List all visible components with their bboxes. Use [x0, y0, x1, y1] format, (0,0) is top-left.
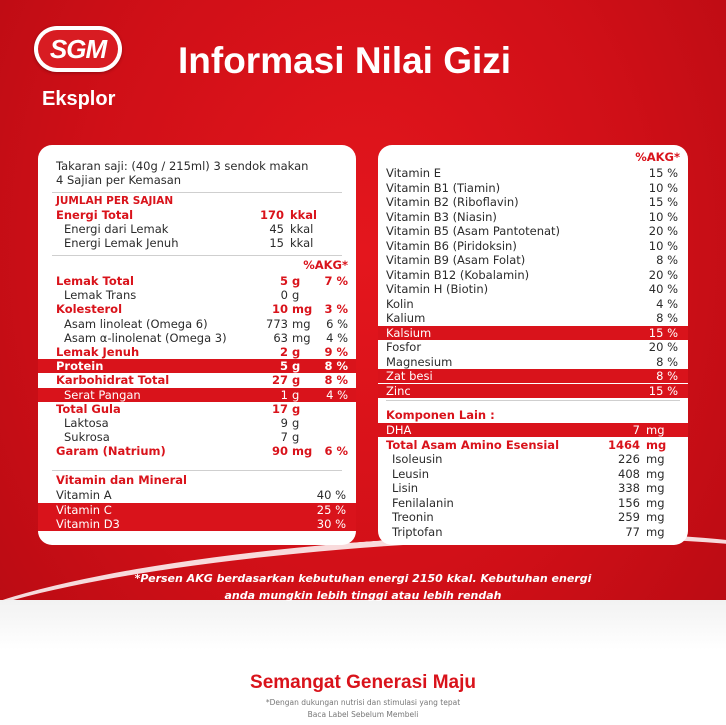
item-akg: 40 %: [648, 282, 678, 296]
vitmin-heading: Vitamin dan Mineral: [56, 473, 187, 487]
vitamin-row: [38, 488, 356, 502]
footnote-line-2: anda mungkin lebih tinggi atau lebih rendah: [224, 589, 502, 602]
nutrient-akg: 4 %: [326, 330, 348, 345]
tagline: Semangat Generasi Maju: [250, 672, 476, 693]
nutrient-row: [38, 430, 356, 444]
nutrient-unit: g: [292, 401, 301, 416]
energy-row: [38, 208, 356, 222]
component-value: 338: [618, 481, 640, 495]
nutrient-unit: g: [292, 274, 301, 288]
nutrient-label: Karbohidrat Total: [56, 373, 170, 388]
vitamin-mineral-row: [378, 326, 688, 340]
logo-subtitle: Eksplor: [42, 88, 116, 110]
nutrient-value: 5: [279, 359, 288, 374]
nutrient-unit: mg: [292, 316, 311, 331]
component-row: [378, 525, 688, 539]
nutrition-panel-left: [38, 145, 356, 545]
nutrient-akg: 8 %: [324, 373, 348, 388]
component-row: [378, 438, 688, 452]
nutrient-value: 7: [280, 430, 288, 445]
divider: [52, 255, 342, 256]
component-unit: mg: [646, 524, 665, 539]
item-label: Vitamin B6 (Piridoksin): [386, 238, 517, 253]
component-value: 408: [618, 466, 640, 481]
component-value: 1464: [607, 437, 640, 452]
item-akg: 10 %: [648, 238, 678, 253]
component-label: DHA: [386, 423, 412, 437]
component-value: 7: [632, 423, 640, 437]
nutrient-row: [38, 359, 356, 373]
item-label: Vitamin H (Biotin): [386, 282, 489, 296]
component-value: 259: [618, 510, 640, 524]
energy-label: Energi Lemak Jenuh: [64, 236, 179, 250]
vitamin-mineral-row: [378, 166, 688, 180]
item-akg: 10 %: [648, 209, 678, 224]
nutrient-akg: 6 %: [326, 316, 348, 331]
nutrient-unit: g: [292, 345, 301, 359]
footnote-line-1: *Persen AKG berdasarkan kebutuhan energi 2150 kkal. Kebutuhan energi: [134, 572, 592, 585]
nutrient-value: 90: [271, 444, 288, 459]
nutrient-label: Asam α-linolenat (Omega 3): [64, 330, 227, 345]
nutrient-unit: mg: [292, 302, 313, 317]
vitamin-akg: 25 %: [316, 502, 346, 517]
vitamin-mineral-row: [378, 195, 688, 209]
component-unit: mg: [646, 481, 665, 495]
nutrient-row: [38, 402, 356, 416]
component-label: Fenilalanin: [392, 495, 454, 510]
item-label: Vitamin E: [386, 166, 441, 180]
component-label: Total Asam Amino Esensial: [386, 437, 560, 452]
nutrient-unit: mg: [292, 444, 313, 459]
item-akg: 15 %: [648, 195, 678, 209]
component-row: [378, 423, 688, 437]
divider: [52, 470, 342, 471]
nutrient-value: 1: [280, 387, 288, 402]
nutrient-akg: 9 %: [324, 345, 348, 359]
logo-text: SGM: [38, 30, 118, 68]
akg-footnote: [0, 570, 726, 604]
item-label: Kalsium: [386, 325, 432, 340]
item-akg: 8 %: [656, 311, 678, 325]
vitamin-label: Vitamin A: [56, 488, 112, 502]
vitamin-mineral-row: [378, 239, 688, 253]
nutrient-akg: 4 %: [326, 387, 348, 402]
vitamin-row: [38, 517, 356, 531]
vitamin-akg: 30 %: [316, 517, 346, 531]
nutrient-unit: g: [292, 359, 301, 374]
nutrient-row: [38, 274, 356, 288]
per-serving-heading: JUMLAH PER SAJIAN: [56, 195, 174, 207]
item-label: Fosfor: [386, 340, 422, 354]
vitamin-mineral-row: [378, 311, 688, 325]
nutrient-akg: 7 %: [324, 274, 348, 288]
divider: [52, 192, 342, 193]
nutrient-value: 0: [280, 288, 288, 303]
nutrient-label: Asam linoleat (Omega 6): [64, 316, 208, 331]
component-value: 156: [618, 495, 640, 510]
nutrient-value: 773: [266, 316, 288, 331]
page-title: Informasi Nilai Gizi: [178, 40, 512, 81]
component-unit: mg: [646, 510, 665, 524]
component-value: 226: [618, 452, 640, 466]
other-components-heading: Komponen Lain :: [386, 408, 495, 422]
nutrient-akg: 8 %: [324, 359, 348, 374]
energy-row: [38, 222, 356, 236]
vitamin-label: Vitamin D3: [56, 517, 120, 531]
serving-size: Takaran saji: (40g / 215ml) 3 sendok makan: [56, 159, 309, 173]
component-unit: mg: [646, 466, 665, 481]
nutrient-row: [38, 331, 356, 345]
nutrient-row: [38, 444, 356, 458]
vitamin-row: [38, 503, 356, 517]
item-label: Kalium: [386, 311, 426, 325]
energy-value: 170: [259, 208, 284, 222]
nutrient-row: [38, 345, 356, 359]
energy-unit: kkal: [290, 208, 317, 222]
nutrient-row: [38, 288, 356, 302]
nutrient-row: [38, 388, 356, 402]
nutrient-row: [38, 373, 356, 387]
vitamin-mineral-row: [378, 224, 688, 238]
component-unit: mg: [646, 495, 665, 510]
vitamin-mineral-row: [378, 210, 688, 224]
energy-value: 45: [269, 222, 284, 236]
nutrient-unit: mg: [292, 330, 311, 345]
nutrient-label: Lemak Jenuh: [56, 345, 140, 359]
component-row: [378, 496, 688, 510]
item-akg: 20 %: [648, 267, 678, 282]
vitamin-mineral-row: [378, 268, 688, 282]
item-akg: 15 %: [648, 166, 678, 180]
vitamin-mineral-row: [378, 384, 688, 398]
energy-unit: kkal: [290, 222, 314, 236]
item-label: Vitamin B3 (Niasin): [386, 209, 497, 224]
nutrient-value: 2: [279, 345, 288, 359]
disclaimer-1: *Dengan dukungan nutrisi dan stimulasi yang tepat: [265, 698, 461, 707]
akg-header: %AKG*: [303, 258, 348, 272]
component-label: Isoleusin: [392, 452, 443, 466]
component-unit: mg: [646, 437, 667, 452]
nutrient-label: Total Gula: [56, 401, 121, 416]
item-akg: 4 %: [656, 296, 678, 311]
nutrient-value: 5: [279, 274, 288, 288]
energy-value: 15: [269, 236, 284, 250]
energy-row: [38, 236, 356, 250]
component-unit: mg: [646, 452, 665, 466]
vitamin-mineral-row: [378, 355, 688, 369]
item-akg: 8 %: [656, 354, 678, 369]
nutrient-unit: g: [292, 387, 300, 402]
nutrient-akg: 6 %: [324, 444, 348, 459]
nutrient-label: Serat Pangan: [64, 387, 141, 402]
item-akg: 15 %: [648, 325, 678, 340]
vitamin-mineral-row: [378, 181, 688, 195]
nutrient-value: 10: [271, 302, 288, 317]
nutrient-unit: g: [292, 430, 300, 445]
component-unit: mg: [646, 423, 665, 437]
nutrient-value: 9: [280, 416, 288, 430]
nutrient-value: 27: [271, 373, 288, 388]
component-label: Triptofan: [392, 524, 443, 539]
nutrient-row: [38, 416, 356, 430]
item-label: Vitamin B9 (Asam Folat): [386, 253, 526, 267]
vitamin-mineral-row: [378, 340, 688, 354]
vitamin-mineral-row: [378, 369, 688, 383]
vitamin-mineral-row: [378, 297, 688, 311]
vitamin-akg: 40 %: [316, 488, 346, 502]
nutrient-row: [38, 317, 356, 331]
nutrient-value: 17: [271, 401, 288, 416]
item-akg: 10 %: [648, 180, 678, 195]
vitamin-label: Vitamin C: [56, 502, 112, 517]
energy-label: Energi dari Lemak: [64, 222, 169, 236]
sgm-logo: [34, 26, 126, 88]
item-label: Kolin: [386, 296, 414, 311]
energy-unit: kkal: [290, 236, 314, 250]
item-label: Zinc: [386, 383, 411, 398]
nutrient-label: Protein: [56, 359, 104, 374]
nutrition-panel-right: [378, 145, 688, 545]
component-label: Leusin: [392, 466, 430, 481]
item-akg: 8 %: [656, 253, 678, 267]
component-label: Lisin: [392, 481, 419, 495]
nutrient-unit: g: [292, 288, 300, 303]
nutrient-row: [38, 302, 356, 316]
item-akg: 20 %: [648, 224, 678, 238]
item-akg: 8 %: [656, 369, 678, 383]
item-label: Vitamin B2 (Riboflavin): [386, 195, 519, 209]
akg-header-right: %AKG*: [635, 150, 680, 164]
nutrient-label: Sukrosa: [64, 430, 110, 445]
nutrient-unit: g: [292, 416, 300, 430]
item-label: Vitamin B5 (Asam Pantotenat): [386, 224, 561, 238]
nutrient-label: Laktosa: [64, 416, 109, 430]
item-label: Zat besi: [386, 369, 433, 383]
energy-label: Energi Total: [56, 208, 134, 222]
component-row: [378, 467, 688, 481]
nutrient-label: Garam (Natrium): [56, 444, 166, 459]
nutrient-label: Kolesterol: [56, 302, 123, 317]
nutrient-value: 63: [273, 330, 288, 345]
item-akg: 15 %: [648, 383, 678, 398]
logo-badge: [34, 26, 122, 72]
item-label: Vitamin B1 (Tiamin): [386, 180, 501, 195]
component-row: [378, 481, 688, 495]
vitamin-mineral-row: [378, 253, 688, 267]
component-row: [378, 452, 688, 466]
component-label: Treonin: [392, 510, 434, 524]
nutrient-label: Lemak Total: [56, 274, 134, 288]
component-value: 77: [625, 524, 640, 539]
vitamin-mineral-row: [378, 282, 688, 296]
divider: [386, 400, 680, 401]
item-label: Magnesium: [386, 354, 453, 369]
item-akg: 20 %: [648, 340, 678, 354]
disclaimer-2: Baca Label Sebelum Membeli: [307, 710, 419, 719]
nutrient-akg: 3 %: [324, 302, 348, 317]
nutrient-label: Lemak Trans: [64, 288, 137, 303]
item-label: Vitamin B12 (Kobalamin): [386, 267, 530, 282]
nutrient-unit: g: [292, 373, 301, 388]
servings-per-pack: 4 Sajian per Kemasan: [56, 173, 182, 187]
component-row: [378, 510, 688, 524]
